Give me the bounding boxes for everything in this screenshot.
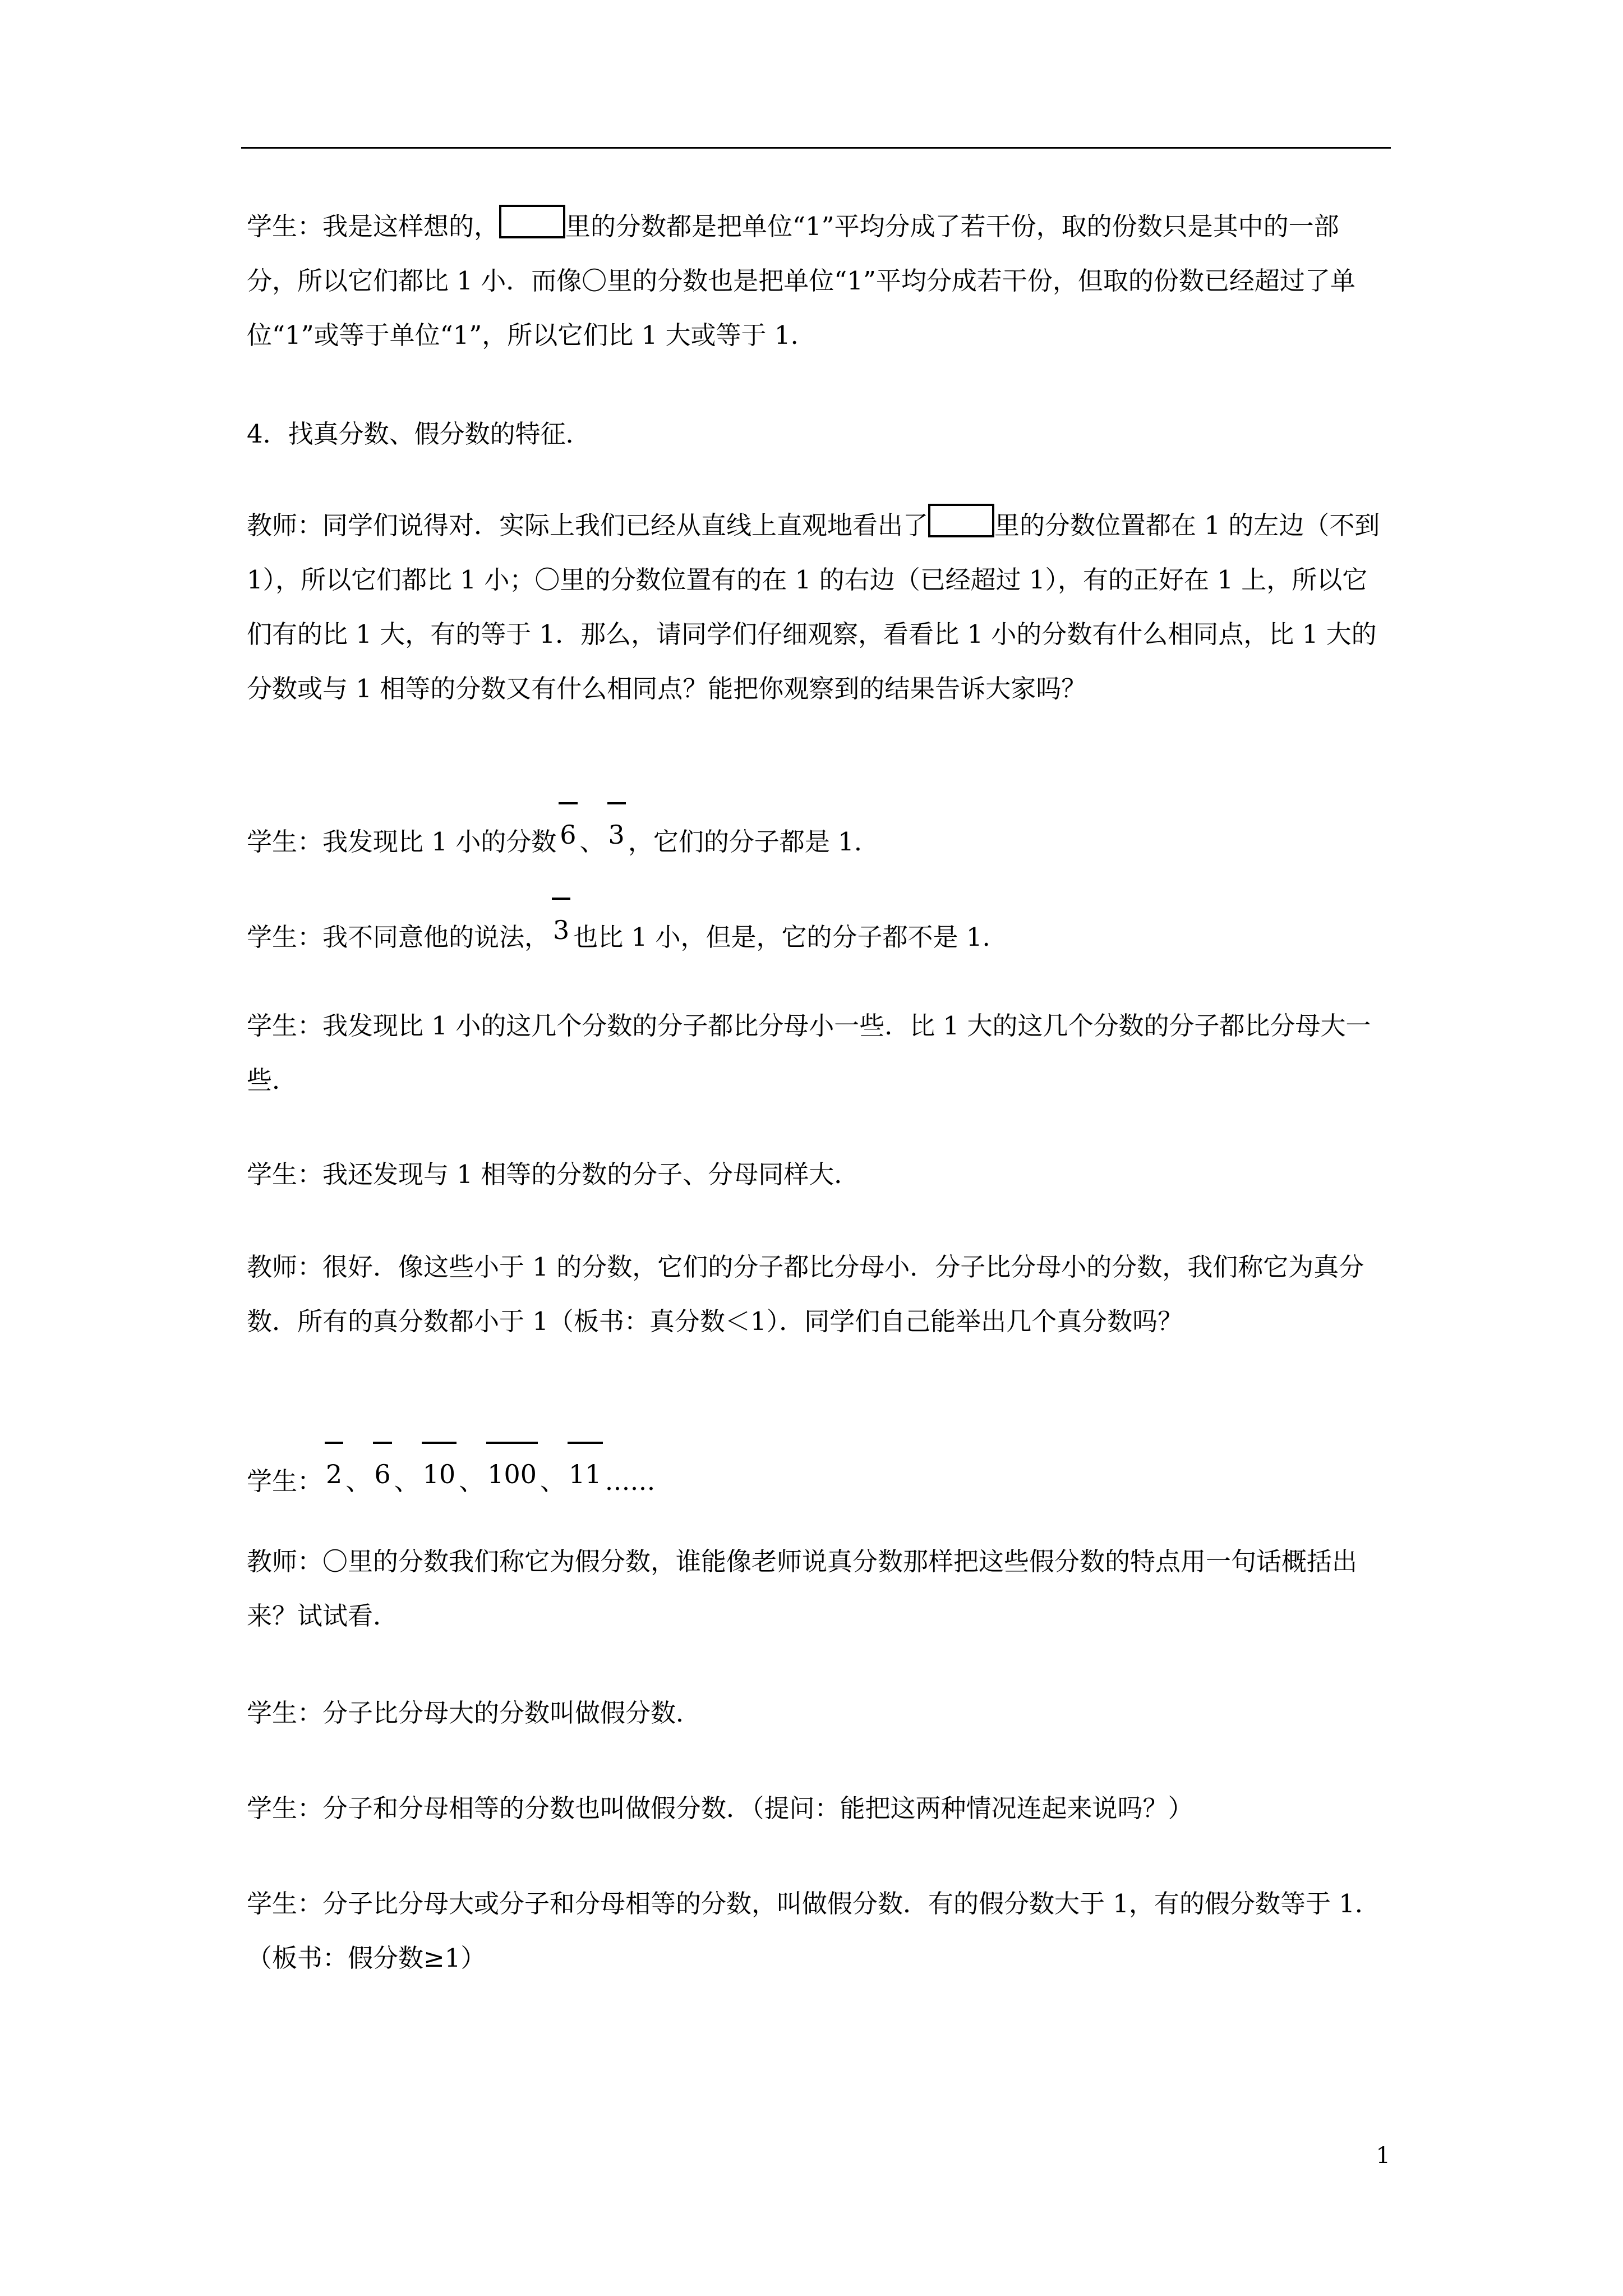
- paragraph-student-9: 学生：分子比分母大或分子和分母相等的分数，叫做假分数．有的假分数大于 1，有的假分数等于 1．（板书：假分数≥1）: [247, 1889, 1380, 1973]
- fraction: [556, 808, 579, 862]
- fraction-bar: [486, 1442, 538, 1444]
- fraction-denominator: 11: [569, 1459, 602, 1489]
- fraction-bar: [568, 1442, 603, 1444]
- paragraph-student-5: 学生：我还发现与 1 相等的分数的分子、分母同样大．: [247, 1159, 860, 1189]
- paragraph-student-1: [247, 199, 1385, 362]
- blank-box: [928, 504, 994, 537]
- separator: 、: [459, 1466, 485, 1496]
- fraction: [484, 1447, 540, 1502]
- fraction-bar: [422, 1442, 457, 1444]
- fraction-denominator: 3: [553, 915, 570, 945]
- fraction: [605, 808, 628, 862]
- paragraph-student-7: 学生：分子比分母大的分数叫做假分数．: [247, 1698, 702, 1728]
- fraction: [322, 1447, 345, 1502]
- fraction-denominator: 10: [422, 1459, 456, 1489]
- separator: 、: [579, 827, 605, 857]
- text: 里的分数都是把单位“1”平均分成了若干份，取的份数只是其中的一部分，所以它们都比 1 小．而像〇里的分数也是把单位“1”平均分成若干份，但取的份数已经超过了单位“1”或等于单位“1”，所以它们比 1 大或等于 1.: [247, 211, 1355, 350]
- fraction-bar: [325, 1442, 343, 1444]
- separator: 、: [540, 1466, 565, 1496]
- text: 学生：我是这样想的，: [247, 211, 500, 241]
- fraction-bar: [559, 802, 577, 804]
- text: 学生：我不同意他的说法，: [247, 922, 550, 952]
- blank-box: [499, 205, 565, 238]
- text: 里的分数位置都在 1 的左边（不到 1），所以它们都比 1 小；〇里的分数位置有的在 1 的右边（已经超过 1），有的正好在 1 上，所以它们有的比 1 大，有的等于 1．那么，请同学们仔细观察，看看比 1 小的分数有什么相同点，比 1 大的分数或与 1 相等的分数又有什么相同点？能把你观察到的结果告诉大家吗？: [247, 510, 1380, 703]
- text: 学生：我发现比 1 小的分数: [247, 827, 557, 857]
- separator: 、: [345, 1466, 371, 1496]
- fraction: [419, 1447, 459, 1502]
- fraction-bar: [373, 1442, 391, 1444]
- paragraph-student-6: [247, 1447, 1385, 1508]
- header-rule: [241, 147, 1391, 149]
- fraction-bar: [552, 898, 570, 900]
- fraction-bar: [607, 802, 626, 804]
- text: 也比 1 小，但是，它的分子都不是 1.: [573, 922, 990, 952]
- ellipsis: ……: [605, 1466, 656, 1496]
- paragraph-teacher-1: [247, 498, 1385, 716]
- paragraph-teacher-3: 教师：〇里的分数我们称它为假分数，谁能像老师说真分数那样把这些假分数的特点用一句话概括出来？试试看．: [247, 1547, 1358, 1631]
- fraction: [371, 1447, 394, 1502]
- paragraph-teacher-2: 教师：很好．像这些小于 1 的分数，它们的分子都比分母小．分子比分母小的分数，我们称它为真分数．所有的真分数都小于 1（板书：真分数＜1）．同学们自己能举出几个真分数吗？: [247, 1252, 1364, 1336]
- fraction-denominator: 3: [608, 820, 625, 850]
- fraction-denominator: 2: [326, 1459, 343, 1489]
- section-heading: 4．找真分数、假分数的特征．: [247, 419, 591, 449]
- separator: 、: [394, 1466, 419, 1496]
- fraction-denominator: 6: [560, 820, 577, 850]
- text: ，它们的分子都是 1.: [628, 827, 863, 857]
- fraction-denominator: 6: [374, 1459, 391, 1489]
- paragraph-student-3: [247, 903, 1385, 964]
- text: 教师：同学们说得对．实际上我们已经从直线上直观地看出了: [247, 510, 929, 540]
- fraction-denominator: 100: [487, 1459, 537, 1489]
- paragraph-student-2: [247, 808, 1385, 869]
- paragraph-student-8: 学生：分子和分母相等的分数也叫做假分数．（提问：能把这两种情况连起来说吗？）: [247, 1793, 1193, 1823]
- paragraph-student-4: 学生：我发现比 1 小的这几个分数的分子都比分母小一些．比 1 大的这几个分数的分子都比分母大一些．: [247, 1011, 1371, 1095]
- page-number: 1: [1376, 2143, 1390, 2169]
- text: 学生：: [247, 1466, 323, 1496]
- fraction: [565, 1447, 605, 1502]
- fraction: [550, 903, 573, 958]
